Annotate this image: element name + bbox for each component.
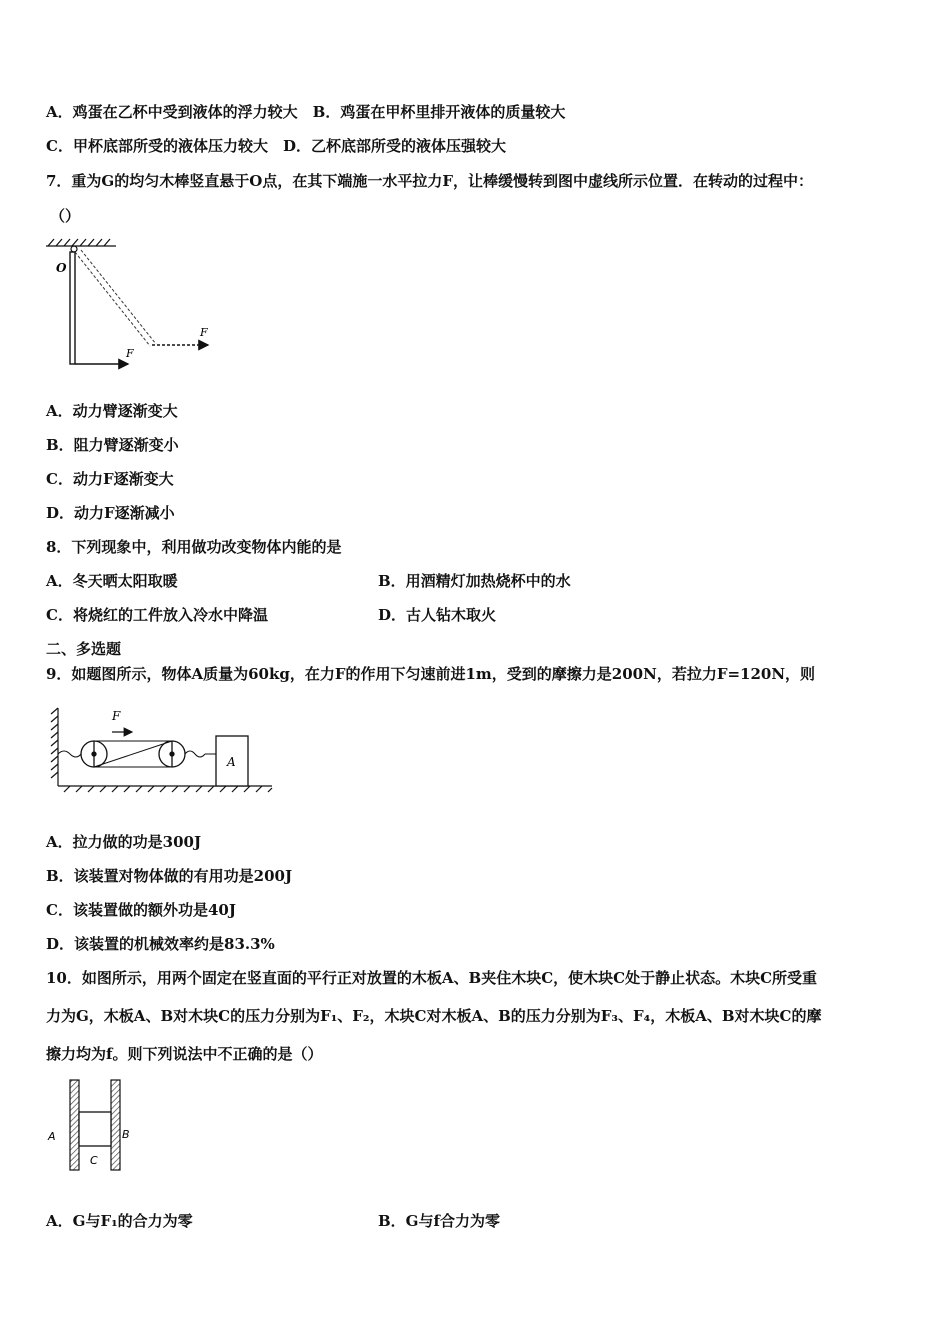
- q10-option-b: B．G与f合力为零: [378, 1212, 500, 1230]
- q9-ground: [58, 786, 272, 792]
- q10-label-c: C: [90, 1154, 98, 1167]
- q9-pulley-right: [159, 741, 185, 767]
- q10-board-b: [111, 1080, 120, 1170]
- q10-boards-figure: [42, 1076, 142, 1176]
- q10-stem-line-1: 10．如图所示，用两个固定在竖直面的平行正对放置的木板A、B夹住木块C，使木块C处于静止状态。木块C所受重: [46, 969, 818, 987]
- q7-ceiling: [46, 239, 116, 246]
- q9-stem: 9．如题图所示，物体A质量为60kg，在力F的作用下匀速前进1m，受到的摩擦力是200N，若拉力F=120N，则: [46, 665, 816, 683]
- q9-option-b: B．该装置对物体做的有用功是200J: [46, 867, 293, 885]
- q7-rod-rotated: [75, 250, 156, 346]
- q7-lever-figure: [42, 236, 222, 372]
- q9-pulley-left: [81, 741, 107, 767]
- q9-option-d: D．该装置的机械效率约是83.3%: [46, 935, 275, 953]
- q7-label-f-solid: F: [126, 347, 134, 360]
- q10-block-c: [79, 1112, 111, 1146]
- q8-option-a: A．冬天晒太阳取暖: [46, 572, 178, 590]
- q10-stem-line-3: 擦力均为f。则下列说法中不正确的是（）: [46, 1045, 323, 1063]
- q9-label-a: A: [227, 755, 236, 769]
- q7-pivot-point: [71, 246, 77, 252]
- q7-label-f-dashed: F: [200, 326, 208, 339]
- q7-option-b: B．阻力臂逐渐变小: [46, 436, 179, 454]
- section-title: 二、多选题: [46, 640, 122, 658]
- q9-option-a: A．拉力做的功是300J: [46, 833, 202, 851]
- q7-rod-vertical: [70, 252, 75, 364]
- q9-label-f: F: [112, 709, 121, 723]
- q10-option-a: A．G与F₁的合力为零: [46, 1212, 193, 1230]
- q7-option-a: A．动力臂逐渐变大: [46, 402, 178, 420]
- q8-stem: 8．下列现象中，利用做功改变物体内能的是: [46, 538, 342, 556]
- q9-wall: [51, 708, 58, 786]
- q6-option-line-ab: A．鸡蛋在乙杯中受到液体的浮力较大 B．鸡蛋在甲杯里排开液体的质量较大: [46, 103, 566, 121]
- q10-label-b: B: [122, 1128, 130, 1141]
- q9-option-c: C．该装置做的额外功是40J: [46, 901, 236, 919]
- q8-option-d: D．古人钻木取火: [378, 606, 497, 624]
- q7-stem-line-2: （）: [50, 207, 81, 225]
- q9-pulley-figure: [48, 704, 278, 796]
- q6-option-line-cd: C．甲杯底部所受的液体压力较大 D．乙杯底部所受的液体压强较大: [46, 137, 506, 155]
- q10-board-a: [70, 1080, 79, 1170]
- q7-stem-line-1: 7．重为G的均匀木棒竖直悬于O点，在其下端施一水平拉力F，让棒缓慢转到图中虚线所示位置．在转动的过程中：: [46, 172, 813, 190]
- q7-option-d: D．动力F逐渐减小: [46, 504, 175, 522]
- q10-stem-line-2: 力为G，木板A、B对木块C的压力分别为F₁、F₂，木块C对木板A、B的压力分别为F₃、F₄，木板A、B对木块C的摩: [46, 1007, 822, 1025]
- q10-label-a: A: [48, 1130, 56, 1143]
- q8-option-c: C．将烧红的工件放入冷水中降温: [46, 606, 268, 624]
- q7-option-c: C．动力F逐渐变大: [46, 470, 174, 488]
- q9-rope: [58, 741, 216, 767]
- q8-option-b: B．用酒精灯加热烧杯中的水: [378, 572, 571, 590]
- q7-label-o: O: [56, 261, 67, 275]
